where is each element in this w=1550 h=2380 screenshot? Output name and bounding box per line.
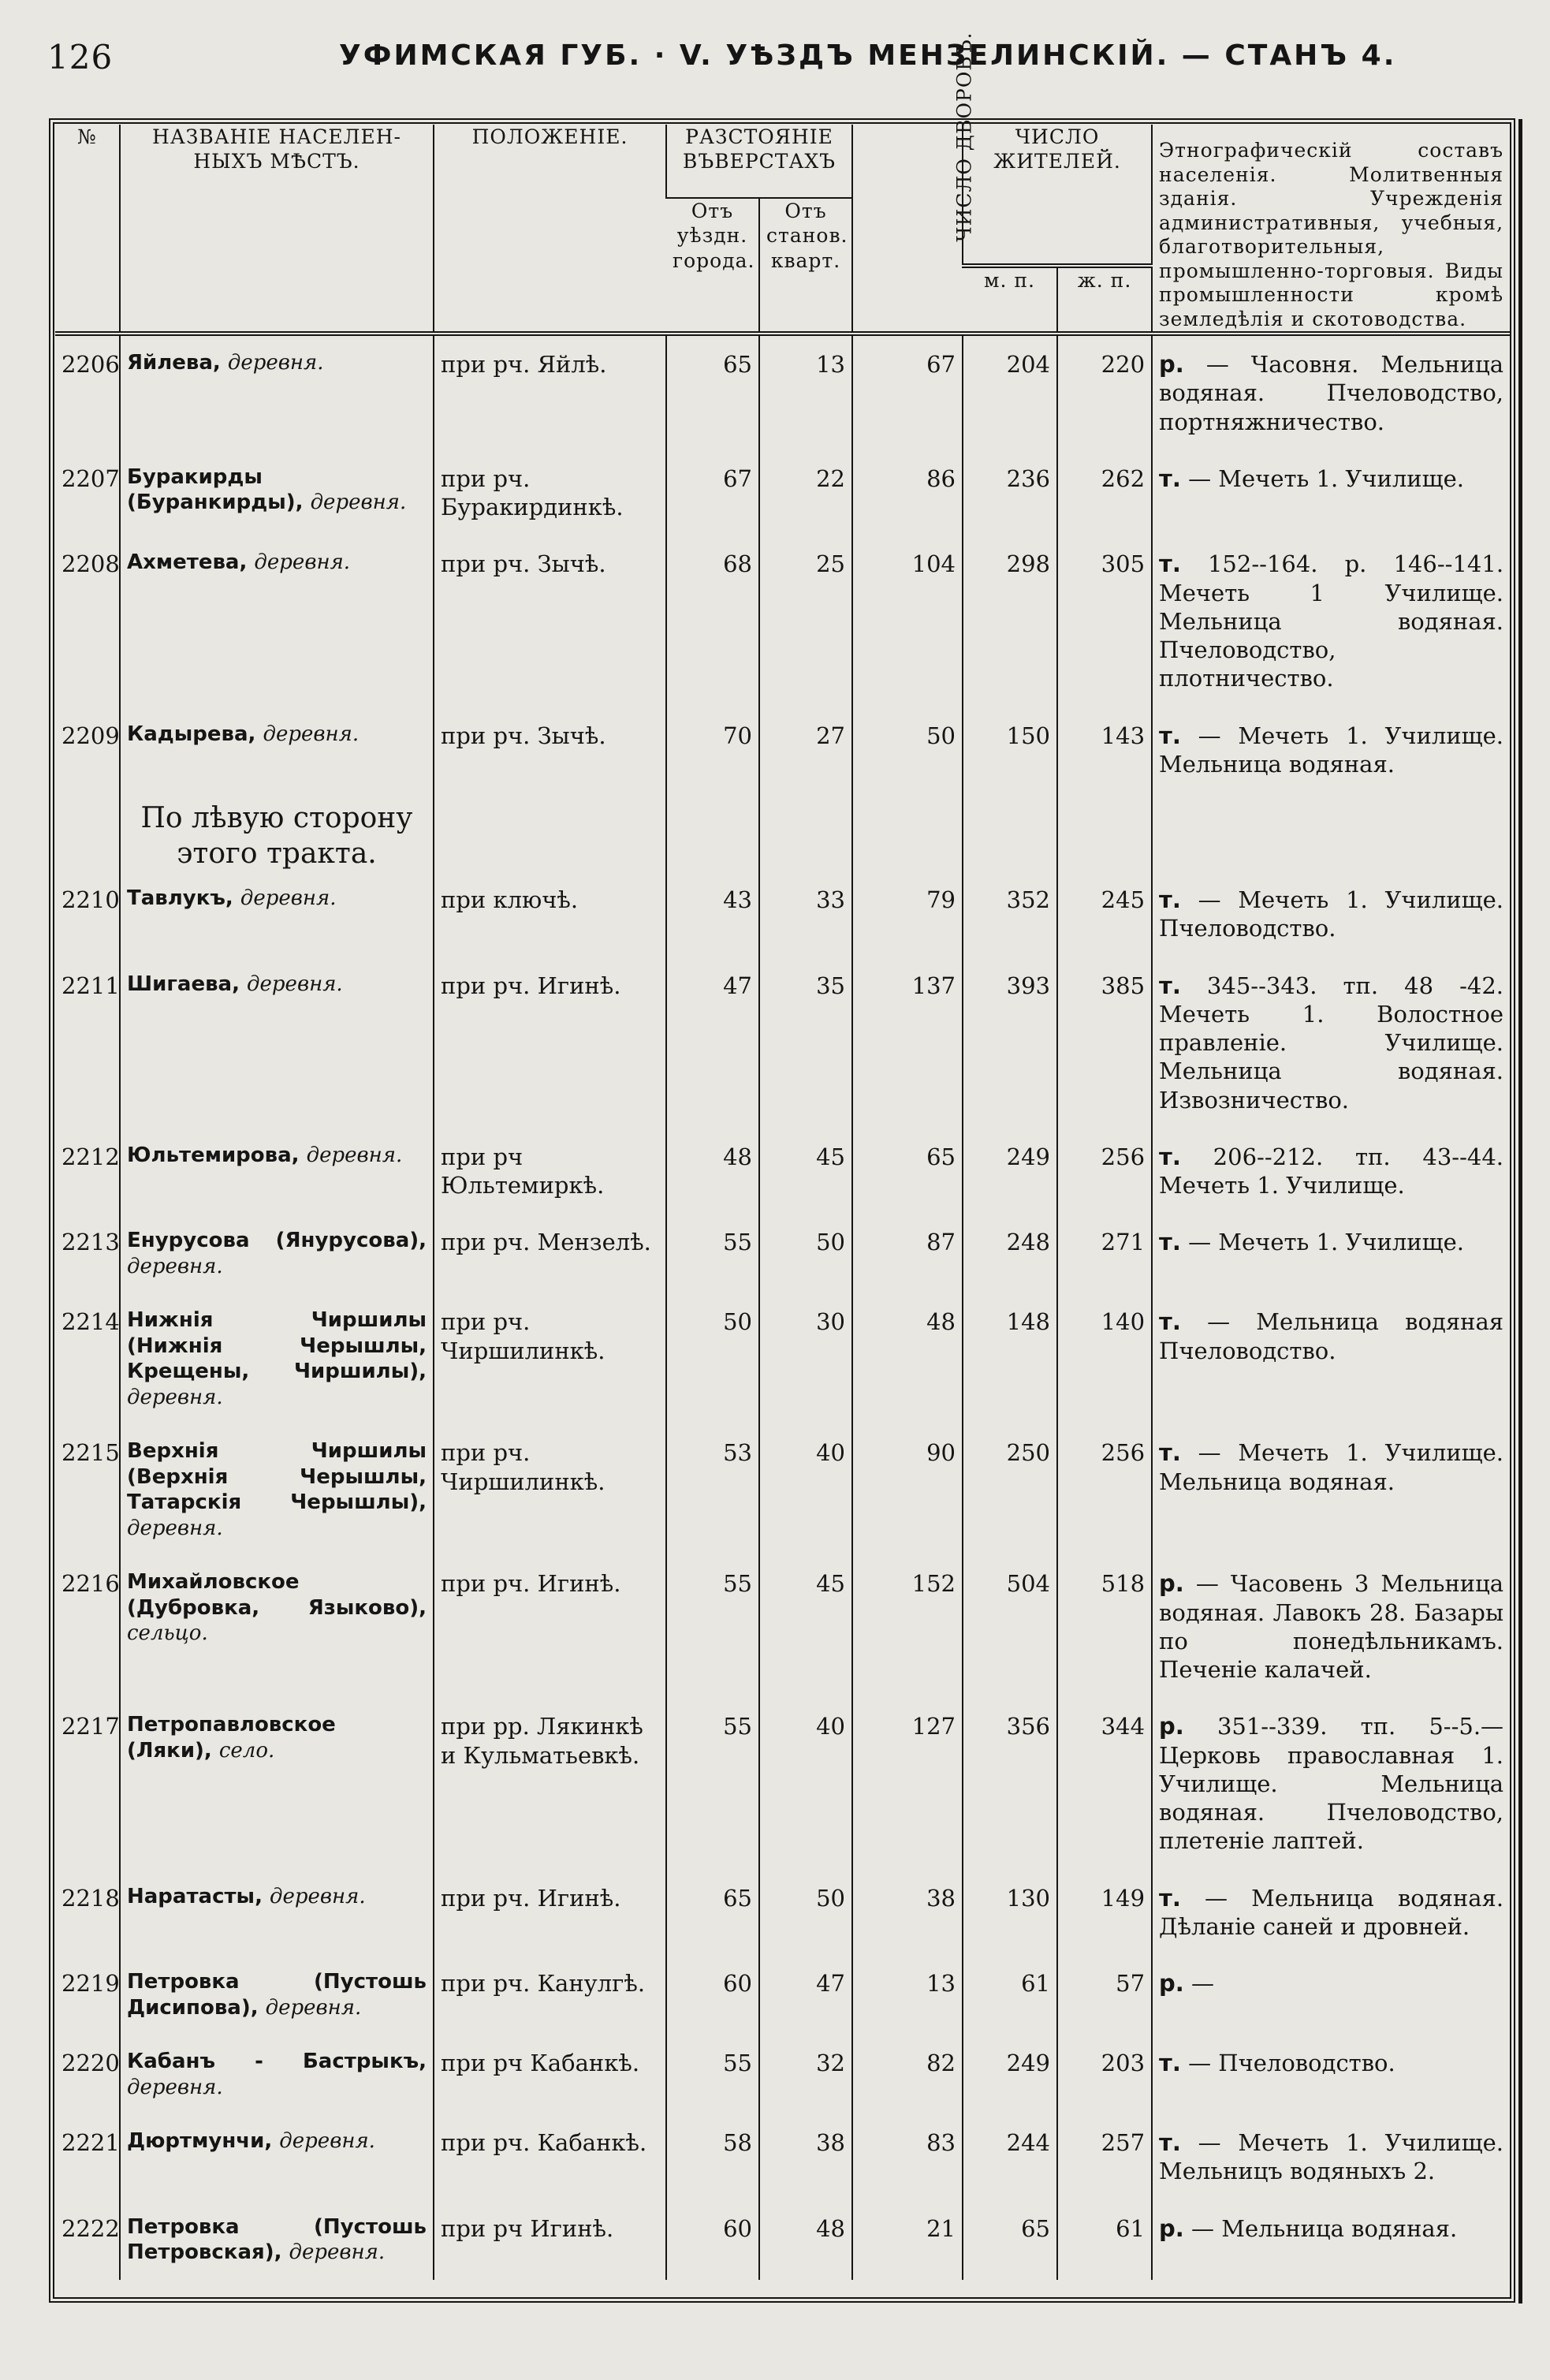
place-type: деревня. bbox=[254, 550, 351, 575]
place-name bbox=[120, 957, 434, 1128]
male-count: 148 bbox=[963, 1293, 1057, 1424]
notes bbox=[1152, 535, 1510, 707]
distance-stan: 47 bbox=[759, 1955, 852, 2035]
table-row bbox=[55, 1424, 1510, 1555]
notes-text: — Мечеть 1. Училище. Мельницъ водяныхъ 2. bbox=[1159, 2129, 1504, 2185]
table-row bbox=[55, 334, 1510, 450]
place-position: при рч. Зычѣ. bbox=[434, 535, 666, 707]
empty-cell bbox=[1057, 793, 1152, 871]
male-count: 393 bbox=[963, 957, 1057, 1128]
male-count: 504 bbox=[963, 1555, 1057, 1698]
place-position: при рч Юльтемиркѣ. bbox=[434, 1128, 666, 1214]
notes-tag: т. bbox=[1159, 2129, 1181, 2156]
distance-uezd: 43 bbox=[666, 871, 759, 957]
table-row bbox=[55, 1128, 1510, 1214]
male-count: 150 bbox=[963, 707, 1057, 793]
male-count: 204 bbox=[963, 334, 1057, 450]
col-distance-group: РАЗСТОЯНІЕ ВЪВЕРСТАХЪ bbox=[666, 125, 852, 198]
households: 21 bbox=[852, 2200, 963, 2280]
section-subheading-row bbox=[55, 793, 1510, 871]
male-count: 352 bbox=[963, 871, 1057, 957]
households: 137 bbox=[852, 957, 963, 1128]
table-row bbox=[55, 2200, 1510, 2280]
distance-uezd: 60 bbox=[666, 1955, 759, 2035]
notes-tag: р. bbox=[1159, 1713, 1184, 1740]
female-count: 256 bbox=[1057, 1424, 1152, 1555]
place-position: при рч. Игинѣ. bbox=[434, 1870, 666, 1956]
notes-text: 206--212. тп. 43--44. Мечеть 1. Училище. bbox=[1159, 1143, 1504, 1199]
table-body bbox=[55, 334, 1510, 2280]
place-name bbox=[120, 2035, 434, 2114]
households: 13 bbox=[852, 1955, 963, 2035]
male-count: 249 bbox=[963, 1128, 1057, 1214]
distance-stan: 40 bbox=[759, 1698, 852, 1869]
distance-stan: 45 bbox=[759, 1555, 852, 1698]
table-row bbox=[55, 1698, 1510, 1869]
households: 83 bbox=[852, 2114, 963, 2200]
place-position: при рч. Игинѣ. bbox=[434, 957, 666, 1128]
distance-stan: 50 bbox=[759, 1214, 852, 1293]
place-name-text: Верхнія Чиршилы (Верхнія Черышлы, Татарскія Черышлы), bbox=[127, 1439, 427, 1515]
place-type: деревня. bbox=[127, 1516, 223, 1540]
col-distance-stan: Отъ станов. кварт. bbox=[759, 198, 852, 334]
notes-tag: т. bbox=[1159, 1229, 1181, 1256]
place-name bbox=[120, 334, 434, 450]
female-count: 385 bbox=[1057, 957, 1152, 1128]
distance-stan: 50 bbox=[759, 1870, 852, 1956]
table-row bbox=[55, 1555, 1510, 1698]
place-position: при рч Игинѣ. bbox=[434, 2200, 666, 2280]
notes bbox=[1152, 2200, 1510, 2280]
notes-tag: р. bbox=[1159, 1970, 1184, 1997]
row-number: 2212 bbox=[61, 1143, 120, 1170]
female-count: 518 bbox=[1057, 1555, 1152, 1698]
place-name-text: Петровка (Пустошь Петровская), bbox=[127, 2214, 427, 2264]
distance-stan: 27 bbox=[759, 707, 852, 793]
notes-text: 351--339. тп. 5--5.— Церковь православная 1. Училище. Мельница водяная. Пчеловодство, плетеніе лаптей. bbox=[1159, 1713, 1504, 1855]
place-type: деревня. bbox=[306, 1143, 403, 1167]
place-type: деревня. bbox=[227, 351, 324, 375]
empty-cell bbox=[55, 793, 120, 871]
male-count: 65 bbox=[963, 2200, 1057, 2280]
place-position: при ключѣ. bbox=[434, 871, 666, 957]
place-type: деревня. bbox=[270, 1884, 366, 1908]
distance-stan: 32 bbox=[759, 2035, 852, 2114]
female-count: 257 bbox=[1057, 2114, 1152, 2200]
row-number: 2220 bbox=[61, 2050, 120, 2076]
place-position: при рч. Канулгѣ. bbox=[434, 1955, 666, 2035]
female-count: 262 bbox=[1057, 450, 1152, 536]
place-name-text: Михайловское (Дубровка, Языково), bbox=[127, 1570, 427, 1620]
place-position: при рч. Кабанкѣ. bbox=[434, 2114, 666, 2200]
place-name bbox=[120, 1870, 434, 1956]
col-distance-uezd: Отъ уѣздн. города. bbox=[666, 198, 759, 334]
notes bbox=[1152, 1698, 1510, 1869]
place-type: деревня. bbox=[240, 886, 337, 910]
households: 50 bbox=[852, 707, 963, 793]
notes-text: — Мечеть 1. Училище. bbox=[1188, 464, 1464, 492]
col-name: НАЗВАНІЕ НАСЕЛЕН-НЫХЪ МѢСТЪ. bbox=[120, 125, 434, 334]
empty-cell bbox=[434, 793, 666, 871]
households: 65 bbox=[852, 1128, 963, 1214]
distance-stan: 22 bbox=[759, 450, 852, 536]
empty-cell bbox=[1152, 793, 1510, 871]
distance-uezd: 53 bbox=[666, 1424, 759, 1555]
notes-text: — bbox=[1191, 1970, 1215, 1997]
empty-cell bbox=[666, 793, 759, 871]
table-row bbox=[55, 1214, 1510, 1293]
place-type: деревня. bbox=[247, 972, 343, 996]
row-number: 2211 bbox=[61, 972, 120, 999]
row-number: 2213 bbox=[61, 1229, 120, 1256]
place-name-text: Шигаева, bbox=[127, 972, 240, 996]
female-count: 305 bbox=[1057, 535, 1152, 707]
place-type: село. bbox=[218, 1738, 275, 1763]
page-header bbox=[47, 32, 1514, 87]
section-subheading: По лѣвую сторону этого тракта. bbox=[120, 793, 434, 871]
female-count: 149 bbox=[1057, 1870, 1152, 1956]
col-inhabitants-group: ЧИСЛО ЖИТЕЛЕЙ. bbox=[963, 125, 1152, 266]
notes-text: 345--343. тп. 48 -42. Мечеть 1. Волостное правленіе. Училище. Мельница водяная. Извозничество. bbox=[1159, 972, 1504, 1114]
col-number: № bbox=[55, 125, 120, 334]
male-count: 236 bbox=[963, 450, 1057, 536]
row-number: 2214 bbox=[61, 1308, 120, 1336]
place-position: при рч. Чиршилинкѣ. bbox=[434, 1293, 666, 1424]
female-count: 140 bbox=[1057, 1293, 1152, 1424]
notes-text: — Часовень 3 Мельница водяная. Лавокъ 28. Базары по понедѣльникамъ. Печеніе калачей. bbox=[1159, 1570, 1504, 1683]
table-row bbox=[55, 535, 1510, 707]
notes bbox=[1152, 1955, 1510, 2035]
female-count: 57 bbox=[1057, 1955, 1152, 2035]
page-number: 126 bbox=[47, 38, 114, 76]
distance-uezd: 67 bbox=[666, 450, 759, 536]
row-number: 2219 bbox=[61, 1970, 120, 1997]
households: 86 bbox=[852, 450, 963, 536]
running-title: УФИМСКАЯ ГУБ. · V. УѢЗДЪ МЕНЗЕЛИНСКІЙ. — СТАНЪ 4. bbox=[339, 39, 1397, 72]
notes-tag: т. bbox=[1159, 1143, 1181, 1170]
place-name-text: Енурусова (Янурусова), bbox=[127, 1229, 427, 1253]
notes-tag: т. bbox=[1159, 886, 1181, 913]
notes-tag: т. bbox=[1159, 550, 1181, 578]
notes bbox=[1152, 707, 1510, 793]
place-type: сельцо. bbox=[127, 1621, 208, 1646]
notes bbox=[1152, 1128, 1510, 1214]
distance-stan: 33 bbox=[759, 871, 852, 957]
row-number: 2221 bbox=[61, 2129, 120, 2156]
distance-uezd: 55 bbox=[666, 1214, 759, 1293]
households: 127 bbox=[852, 1698, 963, 1869]
distance-stan: 45 bbox=[759, 1128, 852, 1214]
notes-text: — Мельница водяная. Дѣланіе саней и дровней. bbox=[1159, 1884, 1504, 1940]
distance-stan: 25 bbox=[759, 535, 852, 707]
place-type: деревня. bbox=[310, 491, 407, 515]
place-name bbox=[120, 1128, 434, 1214]
place-name-text: Наратасты, bbox=[127, 1884, 263, 1908]
notes-text: — Часовня. Мельница водяная. Пчеловодство, портняжничество. bbox=[1159, 351, 1504, 435]
place-position: при рр. Лякинкѣ и Кульматьевкѣ. bbox=[434, 1698, 666, 1869]
notes-tag: т. bbox=[1159, 722, 1181, 749]
table-row bbox=[55, 1293, 1510, 1424]
place-position: при рч Кабанкѣ. bbox=[434, 2035, 666, 2114]
place-name-text: Ахметева, bbox=[127, 550, 248, 575]
table-row bbox=[55, 1870, 1510, 1956]
notes-text: — Мечеть 1. Училище. Мельница водяная. bbox=[1159, 722, 1504, 778]
notes-tag: т. bbox=[1159, 972, 1181, 999]
place-type: деревня. bbox=[127, 2075, 223, 2099]
notes bbox=[1152, 957, 1510, 1128]
notes-tag: р. bbox=[1159, 351, 1184, 378]
notes bbox=[1152, 334, 1510, 450]
distance-uezd: 55 bbox=[666, 1698, 759, 1869]
notes-tag: т. bbox=[1159, 1439, 1181, 1467]
households: 82 bbox=[852, 2035, 963, 2114]
table-row bbox=[55, 871, 1510, 957]
female-count: 143 bbox=[1057, 707, 1152, 793]
notes bbox=[1152, 1870, 1510, 1956]
distance-uezd: 47 bbox=[666, 957, 759, 1128]
row-number: 2206 bbox=[61, 351, 120, 378]
households: 87 bbox=[852, 1214, 963, 1293]
notes bbox=[1152, 1424, 1510, 1555]
place-name bbox=[120, 1555, 434, 1698]
place-position: при рч. Игинѣ. bbox=[434, 1555, 666, 1698]
notes bbox=[1152, 450, 1510, 536]
distance-uezd: 55 bbox=[666, 1555, 759, 1698]
notes bbox=[1152, 1214, 1510, 1293]
row-number: 2215 bbox=[61, 1439, 120, 1467]
households: 90 bbox=[852, 1424, 963, 1555]
notes-tag: т. bbox=[1159, 2050, 1181, 2076]
table-row bbox=[55, 1955, 1510, 2035]
row-number: 2216 bbox=[61, 1570, 120, 1598]
place-name-text: Петровка (Пустошь Дисипова), bbox=[127, 1970, 427, 2020]
male-count: 130 bbox=[963, 1870, 1057, 1956]
place-name-text: Тавлукъ, bbox=[127, 886, 233, 910]
notes-text: — Мечеть 1. Училище. Мельница водяная. bbox=[1159, 1439, 1504, 1495]
distance-stan: 35 bbox=[759, 957, 852, 1128]
male-count: 356 bbox=[963, 1698, 1057, 1869]
place-position: при рч. Яйлѣ. bbox=[434, 334, 666, 450]
table-row bbox=[55, 2035, 1510, 2114]
place-name bbox=[120, 1214, 434, 1293]
place-name bbox=[120, 871, 434, 957]
distance-uezd: 68 bbox=[666, 535, 759, 707]
place-name-text: Петропавловское (Ляки), bbox=[127, 1713, 336, 1763]
empty-cell bbox=[963, 793, 1057, 871]
notes bbox=[1152, 2114, 1510, 2200]
male-count: 298 bbox=[963, 535, 1057, 707]
row-number: 2210 bbox=[61, 886, 120, 913]
distance-stan: 13 bbox=[759, 334, 852, 450]
female-count: 220 bbox=[1057, 334, 1152, 450]
households: 48 bbox=[852, 1293, 963, 1424]
place-name bbox=[120, 1293, 434, 1424]
households: 104 bbox=[852, 535, 963, 707]
col-male: м. п. bbox=[963, 266, 1057, 334]
distance-uezd: 50 bbox=[666, 1293, 759, 1424]
row-number: 2217 bbox=[61, 1713, 120, 1740]
notes-text: — Мельница водяная Пчеловодство. bbox=[1159, 1308, 1504, 1364]
empty-cell bbox=[852, 793, 963, 871]
notes-text: — Пчеловодство. bbox=[1188, 2050, 1395, 2076]
male-count: 244 bbox=[963, 2114, 1057, 2200]
place-position: при рч. Зычѣ. bbox=[434, 707, 666, 793]
distance-uezd: 65 bbox=[666, 334, 759, 450]
distance-uezd: 55 bbox=[666, 2035, 759, 2114]
distance-uezd: 70 bbox=[666, 707, 759, 793]
distance-stan: 48 bbox=[759, 2200, 852, 2280]
male-count: 248 bbox=[963, 1214, 1057, 1293]
female-count: 344 bbox=[1057, 1698, 1152, 1869]
place-type: деревня. bbox=[289, 2240, 386, 2264]
place-type: деревня. bbox=[279, 2129, 375, 2153]
notes-tag: р. bbox=[1159, 2214, 1184, 2242]
place-name bbox=[120, 2114, 434, 2200]
male-count: 61 bbox=[963, 1955, 1057, 2035]
female-count: 256 bbox=[1057, 1128, 1152, 1214]
place-name-text: Кадырева, bbox=[127, 722, 256, 746]
distance-uezd: 65 bbox=[666, 1870, 759, 1956]
place-type: деревня. bbox=[265, 1995, 362, 2020]
place-name bbox=[120, 2200, 434, 2280]
notes-tag: т. bbox=[1159, 1308, 1181, 1336]
table-row bbox=[55, 957, 1510, 1128]
place-type: деревня. bbox=[263, 722, 360, 746]
place-name bbox=[120, 1955, 434, 2035]
table-row bbox=[55, 2114, 1510, 2200]
distance-stan: 40 bbox=[759, 1424, 852, 1555]
notes-text: — Мечеть 1. Училище. Пчеловодство. bbox=[1159, 886, 1504, 942]
notes-text: — Мечеть 1. Училище. bbox=[1188, 1229, 1464, 1256]
male-count: 249 bbox=[963, 2035, 1057, 2114]
place-position: при рч. Чиршилинкѣ. bbox=[434, 1424, 666, 1555]
distance-uezd: 60 bbox=[666, 2200, 759, 2280]
row-number: 2207 bbox=[61, 464, 120, 492]
place-position: при рч. Буракирдинкѣ. bbox=[434, 450, 666, 536]
distance-stan: 30 bbox=[759, 1293, 852, 1424]
place-name-text: Кабанъ - Бастрыкъ, bbox=[127, 2050, 427, 2073]
households: 79 bbox=[852, 871, 963, 957]
notes-tag: т. bbox=[1159, 1884, 1181, 1912]
place-name bbox=[120, 1698, 434, 1869]
table-row bbox=[55, 450, 1510, 536]
notes-tag: р. bbox=[1159, 1570, 1184, 1598]
col-households bbox=[852, 32, 976, 334]
place-name-text: Яйлева, bbox=[127, 351, 221, 375]
place-name bbox=[120, 450, 434, 536]
col-ethnography: Этнографическій составъ населенія. Молитвенныя зданія. Учрежденія административныя, учебныя, благотворительныя, промышленно-торговыя. Виды промышленности кромѣ земледѣлія и скотоводства. bbox=[1152, 125, 1510, 334]
notes bbox=[1152, 1555, 1510, 1698]
female-count: 245 bbox=[1057, 871, 1152, 957]
empty-cell bbox=[759, 793, 852, 871]
notes bbox=[1152, 2035, 1510, 2114]
place-name bbox=[120, 535, 434, 707]
row-number: 2222 bbox=[61, 2214, 120, 2242]
row-number: 2208 bbox=[61, 550, 120, 578]
place-type: деревня. bbox=[127, 1385, 223, 1409]
place-name bbox=[120, 1424, 434, 1555]
notes-text: — Мельница водяная. bbox=[1191, 2214, 1458, 2242]
notes-text: 152--164. р. 146--141. Мечеть 1 Училище. Мельница водяная. Пчеловодство, плотничество. bbox=[1159, 550, 1504, 692]
distance-uezd: 48 bbox=[666, 1128, 759, 1214]
place-name-text: Нижнія Чиршилы (Нижнія Черышлы, Крещены, Чиршилы), bbox=[127, 1308, 427, 1384]
place-type: деревня. bbox=[127, 1254, 223, 1278]
place-name-text: Дюртмунчи, bbox=[127, 2129, 273, 2153]
households: 152 bbox=[852, 1555, 963, 1698]
col-female: ж. п. bbox=[1057, 266, 1152, 334]
row-number: 2209 bbox=[61, 722, 120, 749]
households: 67 bbox=[852, 334, 963, 450]
place-position: при рч. Мензелѣ. bbox=[434, 1214, 666, 1293]
place-name bbox=[120, 707, 434, 793]
distance-stan: 38 bbox=[759, 2114, 852, 2200]
notes-tag: т. bbox=[1159, 464, 1181, 492]
col-position: ПОЛОЖЕНІЕ. bbox=[434, 125, 666, 334]
female-count: 271 bbox=[1057, 1214, 1152, 1293]
female-count: 61 bbox=[1057, 2200, 1152, 2280]
female-count: 203 bbox=[1057, 2035, 1152, 2114]
place-name-text: Буракирды (Буранкирды), bbox=[127, 464, 304, 515]
households: 38 bbox=[852, 1870, 963, 1956]
table-row bbox=[55, 707, 1510, 793]
distance-uezd: 58 bbox=[666, 2114, 759, 2200]
col-households-label: ЧИСЛО ДВОРОВЪ. bbox=[952, 32, 976, 242]
place-name-text: Юльтемирова, bbox=[127, 1143, 300, 1167]
notes bbox=[1152, 871, 1510, 957]
male-count: 250 bbox=[963, 1424, 1057, 1555]
row-number: 2218 bbox=[61, 1884, 120, 1912]
notes bbox=[1152, 1293, 1510, 1424]
